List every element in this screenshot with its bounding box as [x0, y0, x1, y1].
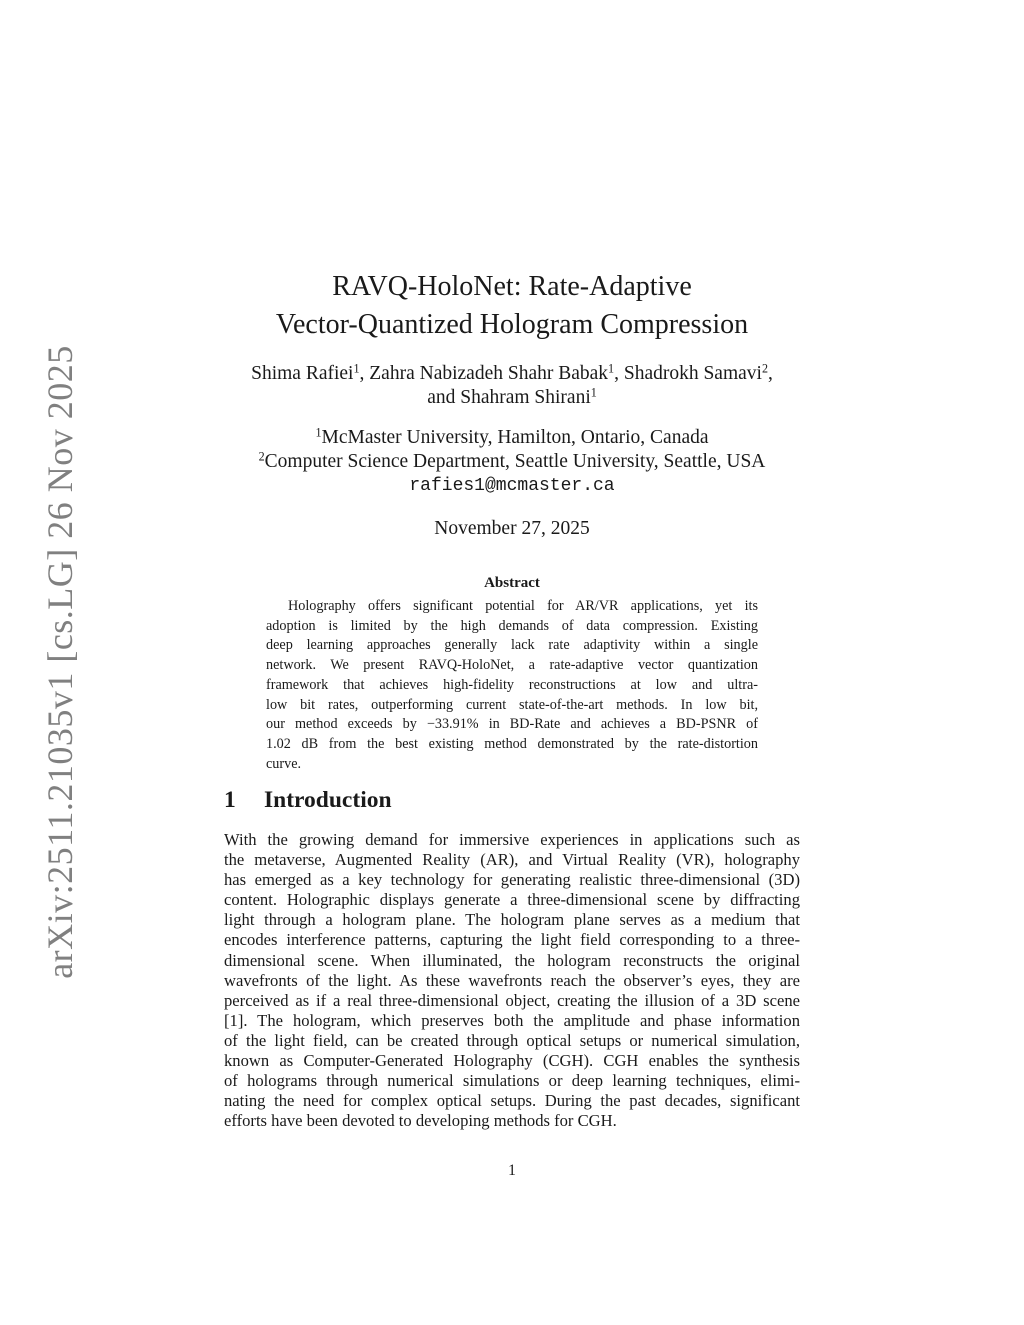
author-affiliation-mark: 1 [590, 385, 597, 400]
arxiv-identifier-stamp: arXiv:2511.21035v1 [cs.LG] 26 Nov 2025 [40, 345, 80, 979]
abstract-line: 1.02 dB from the best existing method demonstrated by the rate-distortion [266, 735, 758, 752]
abstract-line: Holography offers significant potential for AR/VR applications, yet its [288, 598, 758, 614]
publication-date: November 27, 2025 [434, 518, 590, 539]
title-line-2: Vector-Quantized Hologram Compression [275, 309, 749, 340]
author-affiliation-mark: 1 [353, 361, 360, 376]
affiliation-mark: 2 [258, 449, 265, 464]
body-line: of the light field, can be created through optical setups or numerical simulation, [224, 1030, 800, 1050]
body-line: nating the need for complex optical setups. During the past decades, significant [224, 1091, 800, 1111]
affiliation-text: McMaster University, Hamilton, Ontario, Canada [321, 427, 709, 448]
author-line-2 [0, 386, 1024, 410]
author-line-1 [0, 362, 1024, 386]
affiliation-text: Computer Science Department, Seattle University, Seattle, USA [264, 451, 766, 472]
author-name: Shadrokh Samavi [623, 363, 762, 384]
author-separator: , [359, 363, 370, 384]
introduction-paragraph [224, 830, 800, 1131]
abstract-body [266, 597, 758, 774]
body-line: [1]. The hologram, which preserves both the amplitude and phase information [224, 1010, 800, 1030]
abstract-line: deep learning approaches generally lack rate adaptivity within a single [266, 637, 758, 654]
body-line: encodes interference patterns, capturing the light field corresponding to a three- [224, 930, 800, 950]
affiliation-2 [0, 450, 1024, 474]
author-name: Shima Rafiei [251, 363, 354, 384]
abstract-line: network. We present RAVQ-HoloNet, a rate-adaptive vector quantization [266, 657, 758, 674]
body-line: of holograms through numerical simulations or deep learning techniques, elimi- [224, 1071, 800, 1091]
abstract-heading: Abstract [484, 575, 540, 591]
body-line: dimensional scene. When illuminated, the hologram reconstructs the original [224, 950, 800, 970]
body-line: light through a hologram plane. The hologram plane serves as a medium that [224, 910, 800, 930]
abstract-line: low bit rates, outperforming current state-of-the-art methods. In low bit, [266, 696, 758, 713]
body-line: efforts have been devoted to developing methods for CGH. [224, 1111, 617, 1131]
section-number: 1 [224, 787, 236, 813]
author-affiliation-mark: 1 [608, 361, 615, 376]
author-name: and Shahram Shirani [427, 387, 591, 408]
body-line: the metaverse, Augmented Reality (AR), and Virtual Reality (VR), holography [224, 850, 800, 870]
affiliations [0, 426, 1024, 498]
body-line: perceived as if a real three-dimensional object, creating the illusion of a 3D scene [224, 990, 800, 1010]
abstract-line: our method exceeds by −33.91% in BD-Rate and achieves a BD-PSNR of [266, 716, 758, 733]
body-line: content. Holographic displays generate a three-dimensional scene by diffracting [224, 890, 800, 910]
author-affiliation-mark: 2 [761, 361, 768, 376]
author-name: Zahra Nabizadeh Shahr Babak [369, 363, 609, 384]
contact-email: rafies1@mcmaster.ca [409, 476, 615, 496]
affiliation-1 [0, 426, 1024, 450]
abstract-line: curve. [266, 755, 302, 772]
section-title: Introduction [264, 787, 392, 813]
body-line: has emerged as a key technology for generating realistic three-dimensional (3D) [224, 870, 800, 890]
author-separator: , [768, 363, 773, 384]
page-number: 1 [508, 1162, 516, 1179]
paper-title [0, 268, 1024, 344]
affiliation-mark: 1 [315, 425, 322, 440]
abstract-line: adoption is limited by the high demands of data compression. Existing [266, 617, 758, 634]
body-line: known as Computer-Generated Holography (CGH). CGH enables the synthesis [224, 1051, 800, 1071]
title-line-1: RAVQ-HoloNet: Rate-Adaptive [332, 271, 692, 302]
author-list [0, 362, 1024, 410]
section-heading-introduction [224, 787, 392, 814]
abstract-line: framework that achieves high-fidelity reconstructions at low and ultra- [266, 676, 758, 693]
body-line: wavefronts of the light. As these wavefronts reach the observer’s eyes, they are [224, 970, 800, 990]
body-line: With the growing demand for immersive experiences in applications such as [224, 830, 800, 849]
author-separator: , [614, 363, 624, 384]
